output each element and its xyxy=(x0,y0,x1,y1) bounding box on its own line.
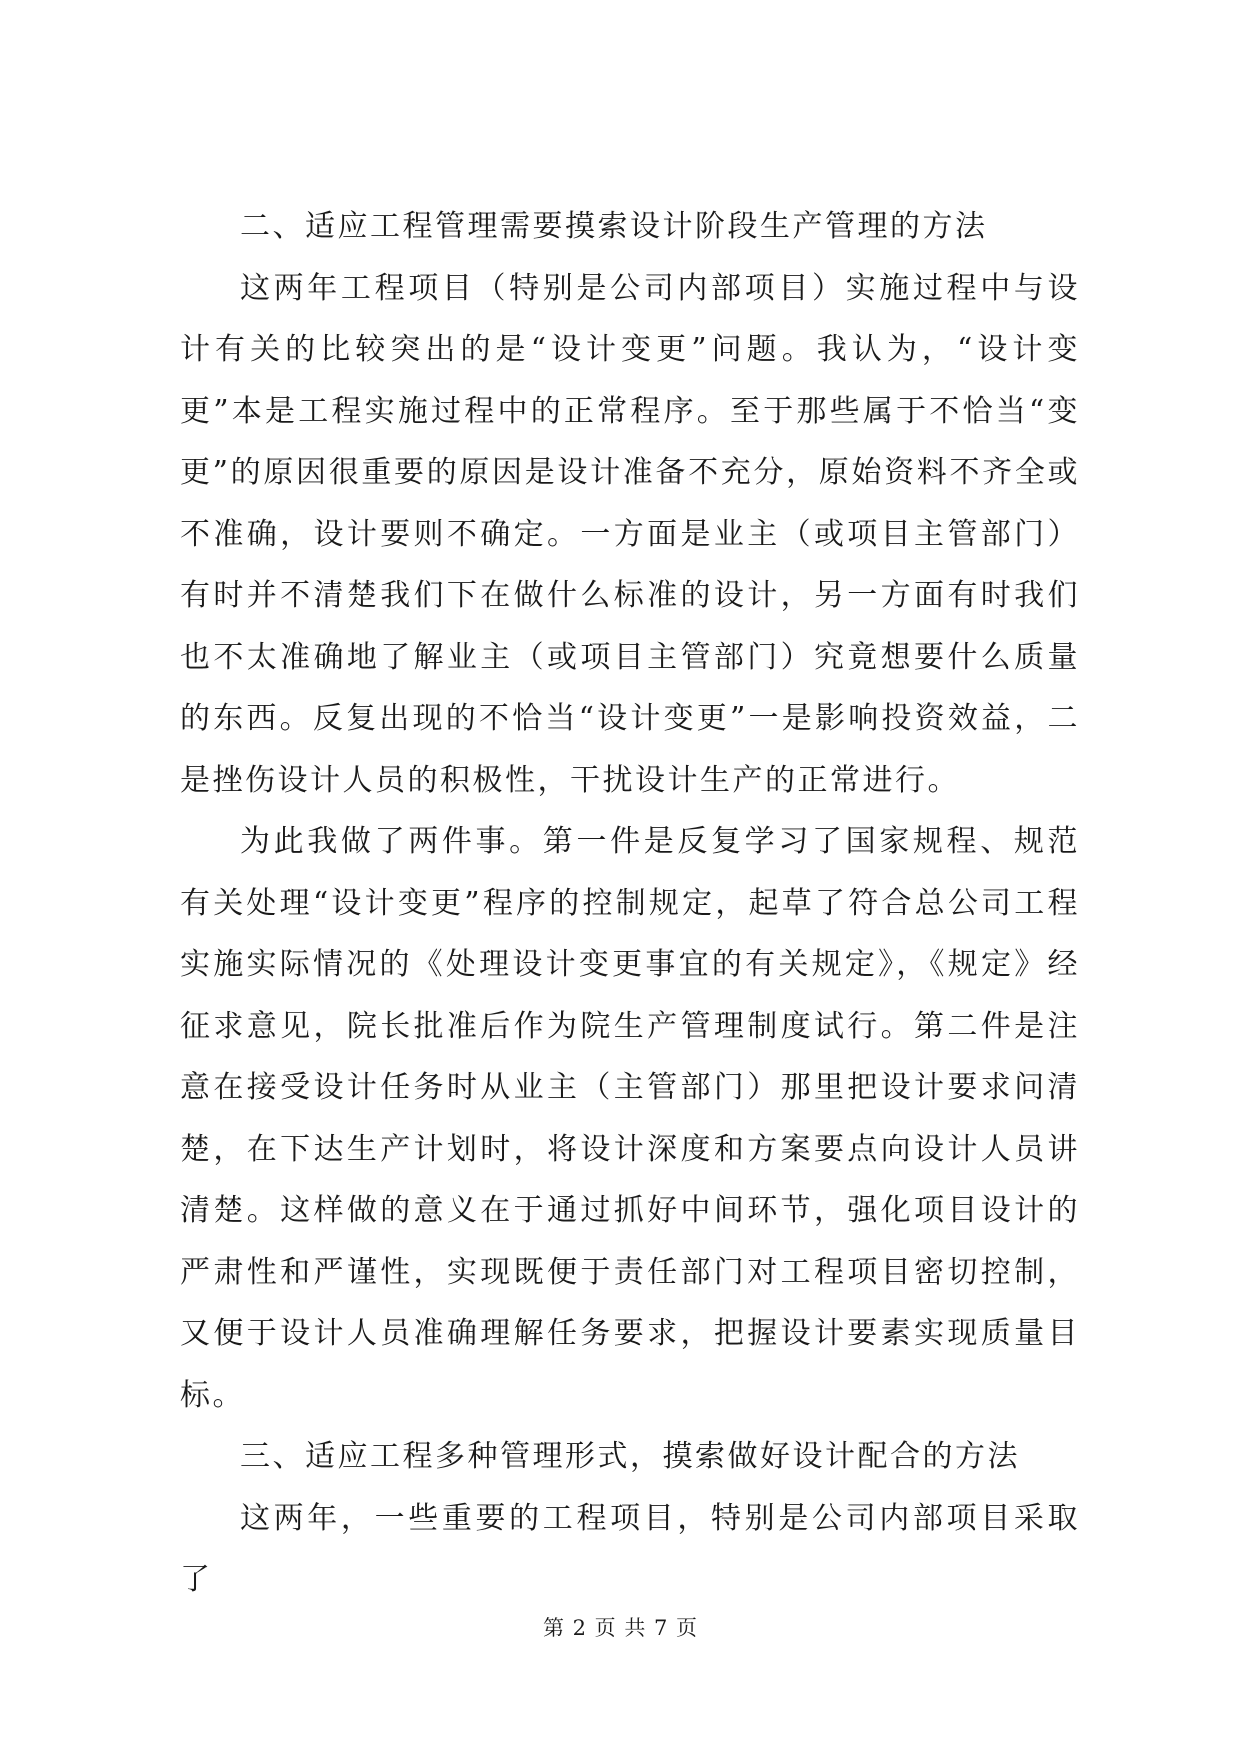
body-paragraph: 为此我做了两件事。第一件是反复学习了国家规程、规范有关处理“设计变更”程序的控制规定，起草了符合总公司工程实施实际情况的《处理设计变更事宜的有关规定》，《规定》经征求意见，院长批准后作为院生产管理制度试行。第二件是注意在接受设计任务时从业主（主管部门）那里把设计要求问清楚，在下达生产计划时，将设计深度和方案要点向设计人员讲清楚。这样做的意义在于通过抓好中间环节，强化项目设计的严肃性和严谨性，实现既便于责任部门对工程项目密切控制，又便于设计人员准确理解任务要求，把握设计要素实现质量目标。 xyxy=(180,824,1080,1413)
page-footer: 第 2 页 共 7 页 xyxy=(542,1616,699,1640)
section-heading-3: 三、适应工程多种管理形式，摸索做好设计配合的方法 xyxy=(240,1439,1020,1474)
document-body xyxy=(180,196,1080,1611)
body-paragraph: 这两年工程项目（特别是公司内部项目）实施过程中与设计有关的比较突出的是“设计变更”问题。我认为，“设计变更”本是工程实施过程中的正常程序。至于那些属于不恰当“变更”的原因很重要的原因是设计准备不充分，原始资料不齐全或不准确，设计要则不确定。一方面是业主（或项目主管部门）有时并不清楚我们下在做什么标准的设计，另一方面有时我们也不太准确地了解业主（或项目主管部门）究竟想要什么质量的东西。反复出现的不恰当“设计变更”一是影响投资效益，二是挫伤设计人员的积极性，干扰设计生产的正常进行。 xyxy=(180,270,1080,798)
body-paragraph: 这两年，一些重要的工程项目，特别是公司内部项目采取了 xyxy=(180,1500,1080,1597)
section-heading-2: 二、适应工程管理需要摸索设计阶段生产管理的方法 xyxy=(240,209,988,244)
